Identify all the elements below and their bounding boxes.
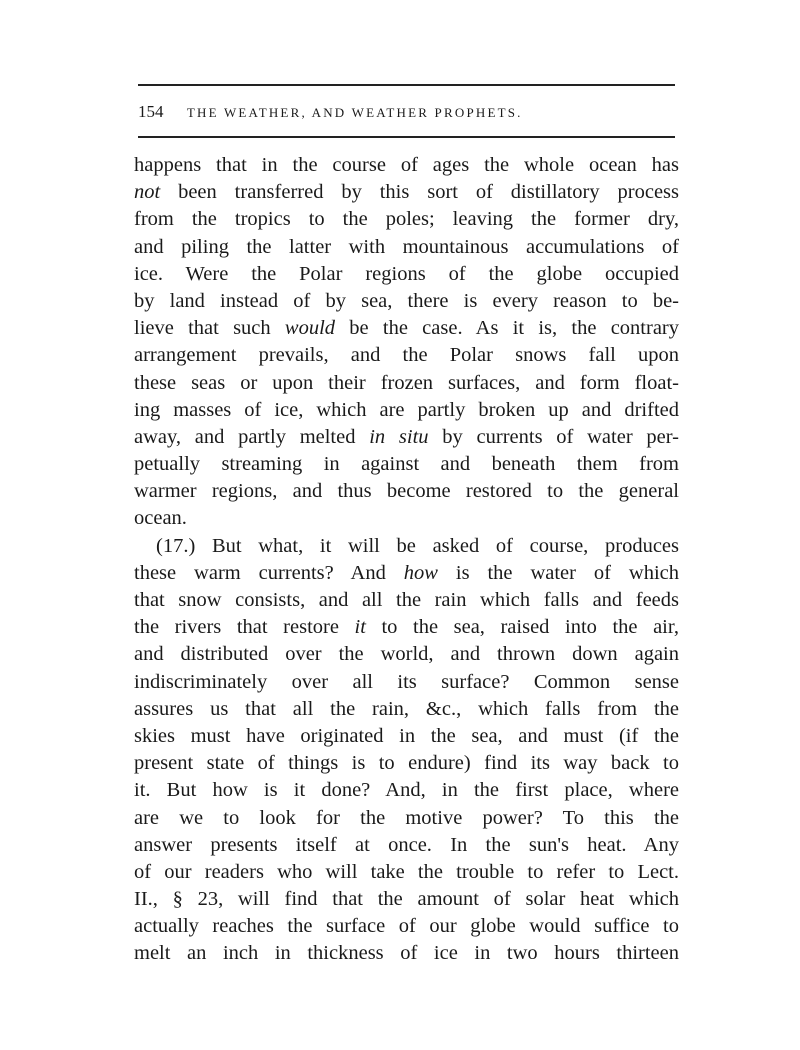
text-line xyxy=(134,451,679,478)
text-line xyxy=(134,533,679,560)
text-line xyxy=(134,641,679,668)
text-line xyxy=(134,315,679,342)
text-line xyxy=(134,832,679,859)
text-line xyxy=(134,505,679,532)
text-run: ocean. xyxy=(134,507,187,530)
text-run: skies must have originated in the sea, and must (if the xyxy=(134,724,679,747)
text-line xyxy=(134,859,679,886)
header-top-rule xyxy=(138,84,675,86)
text-line xyxy=(134,179,679,206)
text-run: II., § 23, will find that the amount of solar heat which xyxy=(134,888,679,911)
text-line xyxy=(134,805,679,832)
running-title: THE WEATHER, AND WEATHER PROPHETS. xyxy=(186,105,523,120)
text-run: indiscriminately over all its surface? Common sense xyxy=(134,670,679,693)
text-line xyxy=(134,261,679,288)
text-line xyxy=(134,397,679,424)
italic-text: how xyxy=(403,561,438,584)
text-run: happens that in the course of ages the whole ocean has xyxy=(134,154,679,176)
text-run: that snow consists, and all the rain which falls and feeds xyxy=(134,589,679,611)
text-line xyxy=(134,560,679,587)
text-run: and distributed over the world, and thrown down again xyxy=(134,643,679,666)
text-run: assures us that all the rain, &c., which falls from the xyxy=(134,697,679,720)
text-run: the rivers that restore xyxy=(134,616,355,639)
text-run: is the water of which xyxy=(437,561,679,584)
text-line xyxy=(134,940,679,967)
italic-text: not xyxy=(134,181,161,204)
text-line xyxy=(134,370,679,397)
text-run: (17.) But what, it will be asked of course, produces xyxy=(156,534,679,557)
text-run: to the sea, raised into the air, xyxy=(365,616,679,639)
text-run: and piling the latter with mountainous accumulations of xyxy=(134,235,679,258)
text-run: it. But how is it done? And, in the first place, where xyxy=(134,779,679,802)
text-line xyxy=(134,424,679,451)
text-line xyxy=(134,913,679,940)
text-run: actually reaches the surface of our globe would suffice to xyxy=(134,915,679,938)
header-bottom-rule xyxy=(138,136,675,138)
page-number: 154 xyxy=(138,102,164,121)
text-run: melt an inch in thickness of ice in two hours thirteen xyxy=(134,942,679,965)
text-line xyxy=(134,152,679,179)
text-line xyxy=(134,614,679,641)
text-run: arrangement prevails, and the Polar snows fall upon xyxy=(134,344,679,367)
text-run: petually streaming in against and beneath them from xyxy=(134,453,679,476)
text-run: answer presents itself at once. In the sun's heat. Any xyxy=(134,833,679,856)
italic-text: it xyxy=(354,616,366,639)
text-run: these warm currents? And xyxy=(134,561,404,584)
text-line xyxy=(134,478,679,505)
text-run: lieve that such xyxy=(134,317,285,340)
text-run: by currents of water per- xyxy=(428,425,679,448)
italic-text: in situ xyxy=(369,425,429,448)
text-run: are we to look for the motive power? To this the xyxy=(134,806,679,829)
text-run: ice. Were the Polar regions of the globe occupied xyxy=(134,262,679,285)
text-line xyxy=(134,886,679,913)
text-run: of our readers who will take the trouble to refer to Lect. xyxy=(134,860,679,883)
body-text xyxy=(134,152,679,968)
text-run: present state of things is to endure) find its way back to xyxy=(134,752,679,775)
text-run: warmer regions, and thus become restored to the general xyxy=(134,480,679,503)
text-line xyxy=(134,669,679,696)
text-line xyxy=(134,234,679,261)
italic-text: would xyxy=(284,317,336,340)
text-line xyxy=(134,750,679,777)
text-run: been transferred by this sort of distillatory process xyxy=(160,181,679,204)
text-line xyxy=(134,777,679,804)
text-run: ing masses of ice, which are partly broken up and drifted xyxy=(134,398,679,421)
text-line xyxy=(134,342,679,369)
text-line xyxy=(134,696,679,723)
text-run: away, and partly melted xyxy=(134,425,370,448)
text-line xyxy=(134,288,679,315)
text-run: be the case. As it is, the contrary xyxy=(335,317,679,340)
text-line xyxy=(134,587,679,614)
text-run: from the tropics to the poles; leaving the former dry, xyxy=(134,208,679,231)
text-run: these seas or upon their frozen surfaces, and form float- xyxy=(134,371,679,394)
text-line xyxy=(134,206,679,233)
text-run: by land instead of by sea, there is every reason to be- xyxy=(134,289,679,312)
running-head xyxy=(138,102,675,122)
text-line xyxy=(134,723,679,750)
